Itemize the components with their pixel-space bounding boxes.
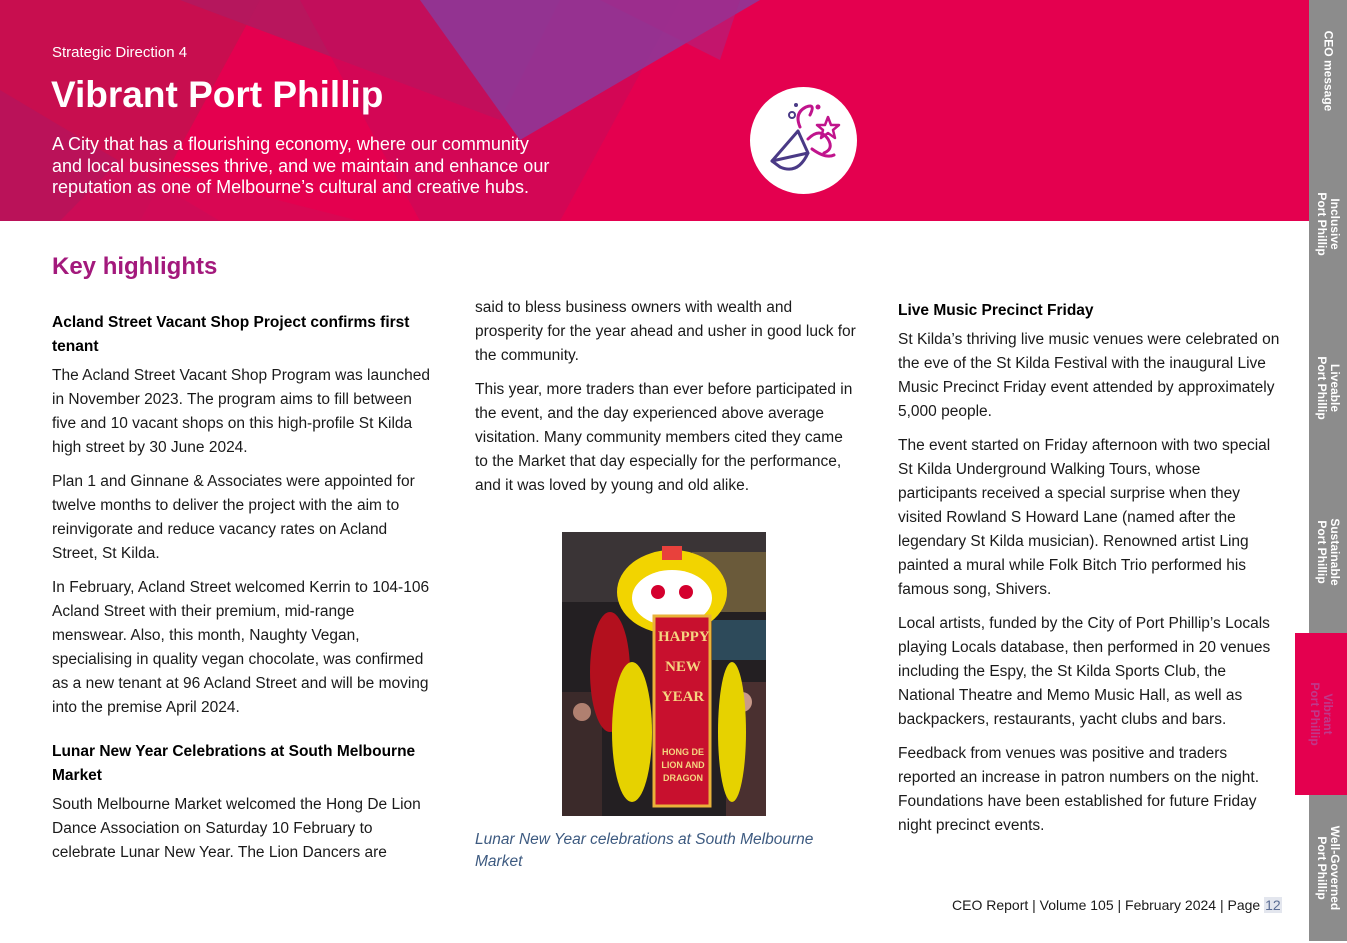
footer-text: CEO Report | Volume 105 | February 2024 | Page [952,897,1265,913]
paragraph: Feedback from venues was positive and traders reported an increase in patron numbers on the night. Foundations have been established for future Friday night precinct events. [898,745,1260,834]
tab-ceo-message[interactable] [1309,0,1347,144]
article-heading: Live Music Precinct Friday [898,302,1094,319]
paragraph: The Acland Street Vacant Shop Program was launched in November 2023. The program aims to fill between five and 10 vacant shops on this high-profile St Kilda high street by 30 June 2024. [52,367,430,456]
strategic-direction-label: Strategic Direction 4 [52,44,188,61]
banner [0,0,1309,221]
tab-label: Inclusive [1328,198,1342,250]
page-title: Vibrant Port Phillip [51,74,384,115]
tab-liveable-port-phillip[interactable] [1309,306,1347,472]
tab-label: Port Phillip [1308,682,1322,746]
column-left [52,311,432,875]
article-heading: Lunar New Year Celebrations at South Melbourne Market [52,743,416,784]
page-footer [952,895,1282,915]
tab-sustainable-port-phillip[interactable] [1309,470,1347,635]
paragraph: Local artists, funded by the City of Port Phillip’s Locals playing Locals database, then performed in 20 venues including the Espy, the St Kilda Sports Club, the National Theatre and Memo Music Hall, as well as backpackers, restaurants, yacht clubs and bars. [898,615,1271,728]
banner-small-line: LION AND [661,760,705,770]
banner-small-line: DRAGON [663,773,703,783]
tab-label: CEO message [1321,30,1336,112]
tab-label: Liveable [1328,363,1342,413]
paragraph: Plan 1 and Ginnane & Associates were appointed for twelve months to deliver the project with the aim to reinvigorate and reduce vacancy rates on Acland Street, St Kilda. [52,473,415,562]
article-heading: Acland Street Vacant Shop Project confirms first tenant [52,314,410,355]
tab-label: Well-Governed [1328,825,1342,911]
column-middle [475,296,857,508]
column-right [898,299,1283,848]
section-heading: Key highlights [52,253,218,280]
banner-word: YEAR [661,689,705,705]
banner-word: HAPPY [658,629,710,645]
tab-label: Port Phillip [1315,192,1329,256]
photo-banner-small-text [656,746,710,785]
paragraph: The event started on Friday afternoon with two special St Kilda Underground Walking Tours, whose participants received a special surprise when they visited Rowland S Howard Lane (named after the legendary St Kilda musician). Renowned artist Ling painted a mural while Folk Bitch Trio performed his famous song, Shivers. [898,437,1271,598]
page-number: 12 [1265,897,1281,913]
subtitle-line: reputation as one of Melbourne’s cultural and creative hubs. [52,177,529,197]
banner-small-line: HONG DE [661,747,704,757]
paragraph: This year, more traders than ever before participated in the event, and the day experienced above average visitation. Many community members cited they came to the Market that day especially for the performance, and it was loved by young and old alike. [475,381,853,494]
tab-label: Sustainable [1328,517,1342,586]
lion-dance-photo [562,532,766,816]
paragraph: South Melbourne Market welcomed the Hong De Lion Dance Association on Saturday 10 February to celebrate Lunar New Year. The Lion Dancers are [52,796,421,861]
celebration-icon [750,87,857,194]
page-subtitle [52,134,652,199]
tab-inclusive-port-phillip[interactable] [1309,142,1347,308]
section-tabs [1309,0,1347,941]
subtitle-line: A City that has a flourishing economy, where our community [52,134,529,154]
tab-label: Vibrant [1321,693,1335,735]
tab-label: Port Phillip [1315,356,1329,420]
tab-label: Port Phillip [1315,836,1329,900]
subtitle-line: and local businesses thrive, and we maintain and enhance our [52,155,550,176]
banner-word: NEW [665,659,701,675]
paragraph: St Kilda’s thriving live music venues were celebrated on the eve of the St Kilda Festival with the inaugural Live Music Precinct Friday event attended by approximately 5,000 people. [898,331,1280,420]
photo-banner-text [658,622,708,712]
paragraph: said to bless business owners with wealth and prosperity for the year ahead and usher in good luck for the community. [475,299,856,364]
tab-well-governed-port-phillip[interactable] [1309,795,1347,943]
paragraph: In February, Acland Street welcomed Kerrin to 104-106 Acland Street with their premium, mid-range menswear. Also, this month, Naughty Vegan, specialising in quality vegan chocolate, was confirmed as a new tenant at 96 Acland Street and will be moving into the premise April 2024. [52,579,430,716]
photo-caption: Lunar New Year celebrations at South Melbourne Market [475,831,814,870]
tab-vibrant-port-phillip[interactable] [1295,633,1347,797]
tab-label: Port Phillip [1315,519,1329,584]
